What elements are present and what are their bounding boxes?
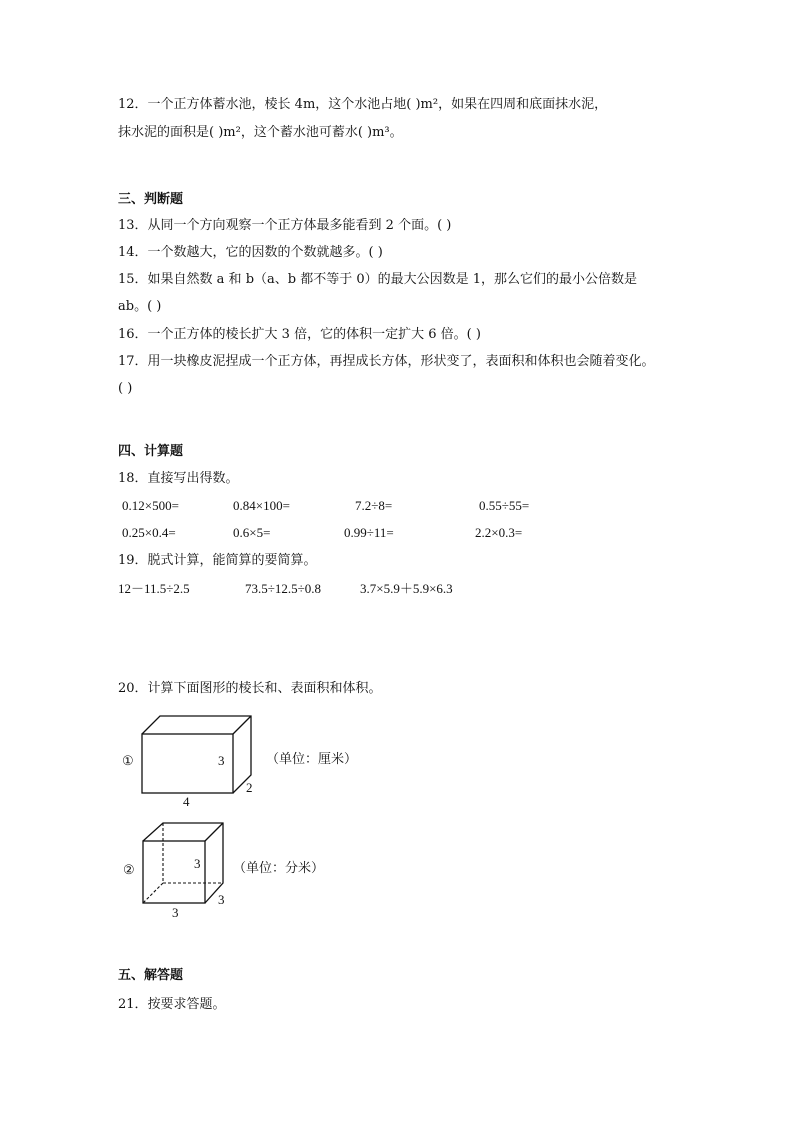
q16: 16．一个正方体的棱长扩大 3 倍，它的体积一定扩大 6 倍。( )	[118, 327, 481, 342]
calc-item: 0.84×100=	[233, 498, 290, 513]
cube-width-label: 3	[218, 892, 225, 907]
expression: 3.7×5.9＋5.9×6.3	[360, 581, 453, 596]
cuboid-width-label: 2	[246, 780, 253, 795]
cube-figure	[112, 818, 252, 920]
q12-line2: 抹水泥的面积是( )m²，这个蓄水池可蓄水( )m³。	[118, 125, 403, 140]
expression: 12－11.5÷2.5	[118, 581, 190, 596]
calc-item: 0.12×500=	[122, 498, 179, 513]
calc-item: 0.25×0.4=	[122, 525, 176, 540]
figure1-marker: ①	[122, 753, 134, 768]
figure2-unit: （单位：分米）	[233, 861, 325, 876]
q13: 13．从同一个方向观察一个正方体最多能看到 2 个面。( )	[118, 218, 452, 233]
figure2-marker: ②	[123, 862, 135, 877]
q15-line2: ab。( )	[118, 299, 162, 314]
q17-line2: ( )	[118, 381, 133, 396]
q12-line1: 12．一个正方体蓄水池，棱长 4m，这个水池占地( )m²，如果在四周和底面抹水泥，	[118, 97, 608, 112]
cube-height-label: 3	[194, 856, 201, 871]
section4-title: 四、计算题	[118, 444, 184, 459]
calc-item: 0.55÷55=	[479, 498, 530, 513]
cube-length-label: 3	[172, 905, 179, 920]
expression: 73.5÷12.5÷0.8	[245, 581, 322, 596]
q17-line1: 17．用一块橡皮泥捏成一个正方体，再捏成长方体，形状变了，表面积和体积也会随着变化。	[118, 354, 655, 369]
cuboid-top-side-edges	[142, 716, 251, 793]
figure1-unit: （单位：厘米）	[266, 752, 358, 767]
calc-item: 2.2×0.3=	[475, 525, 523, 540]
q20: 20．计算下面图形的棱长和、表面积和体积。	[118, 681, 382, 696]
section3-title: 三、判断题	[118, 192, 184, 207]
q19: 19．脱式计算，能简算的要简算。	[118, 553, 317, 568]
q14: 14．一个数越大，它的因数的个数就越多。( )	[118, 245, 383, 260]
calc-item: 0.6×5=	[233, 525, 271, 540]
section5-title: 五、解答题	[118, 968, 184, 983]
calc-item: 7.2÷8=	[355, 498, 393, 513]
cuboid-height-label: 3	[218, 753, 225, 768]
q18: 18．直接写出得数。	[118, 471, 239, 486]
calc-item: 0.99÷11=	[344, 525, 394, 540]
q15-line1: 15．如果自然数 a 和 b（a、b 都不等于 0）的最大公因数是 1，那么它们的最小公倍数是	[118, 272, 638, 287]
cuboid-length-label: 4	[183, 794, 190, 809]
q21: 21．按要求答题。	[118, 997, 226, 1012]
